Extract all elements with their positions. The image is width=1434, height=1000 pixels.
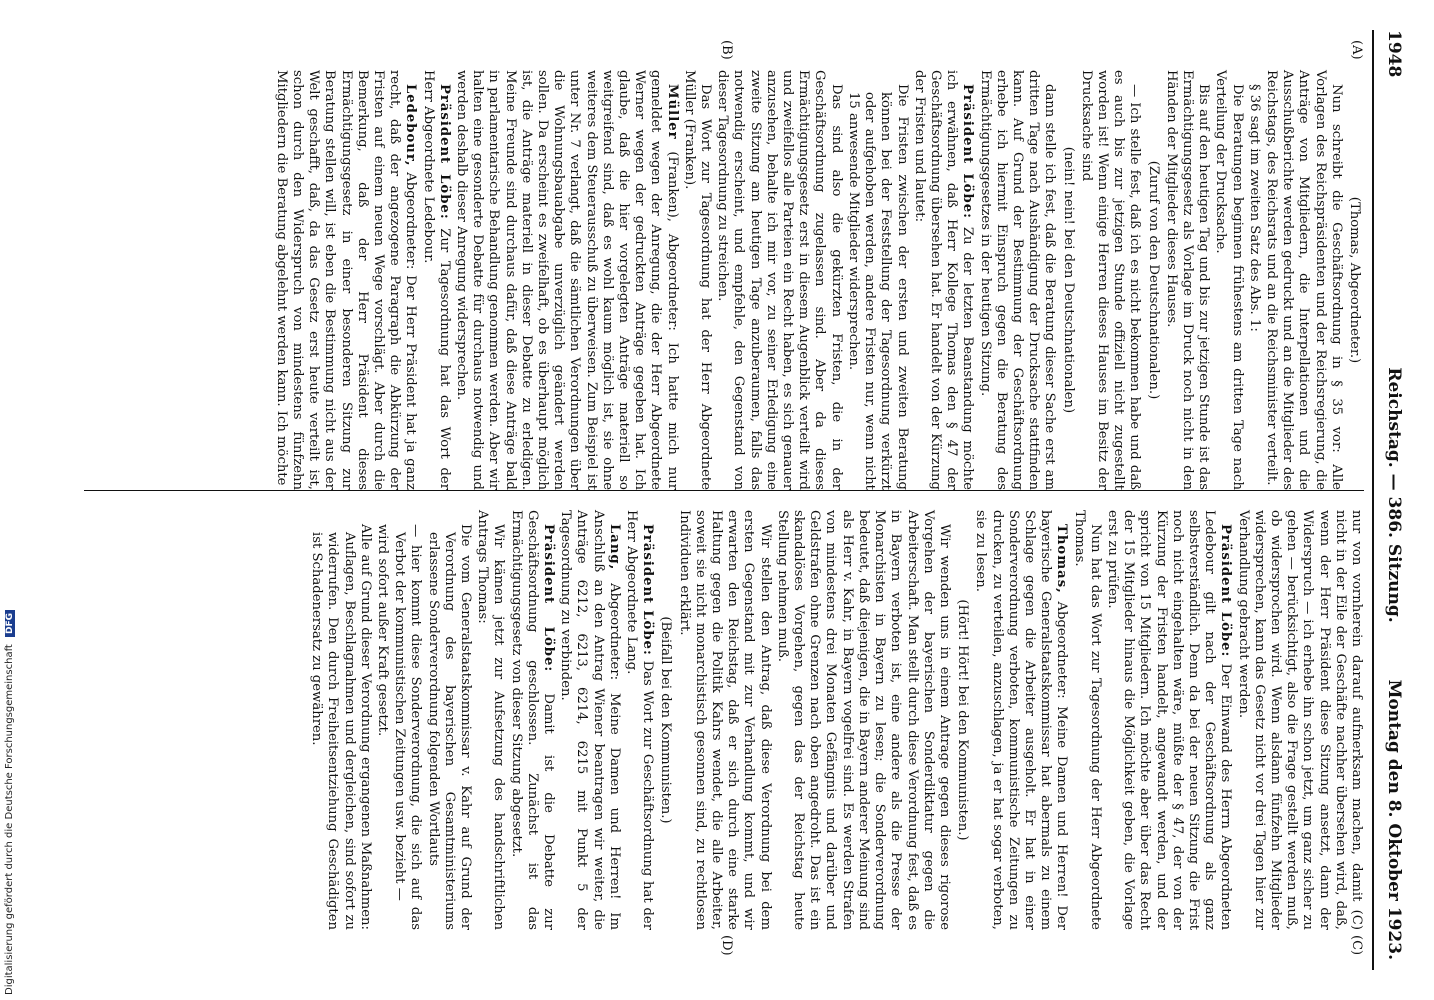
paragraph-text: Die Beratungen beginnen frühestens am dritten Tage nach Verteilung der Drucksache. xyxy=(1213,70,1245,490)
stage-direction xyxy=(954,510,970,930)
page-header xyxy=(1374,30,1404,960)
paragraph-text: Zu der letzten Beanstandung möchte ich erwähnen, daß Herr Kollege Thomas den § 47 der Geschäftsordnung übersehen hat. Er handelt von der Kürzung der Fristen und lautet: xyxy=(911,70,976,490)
paragraph xyxy=(453,70,680,490)
paragraph-text: (Thomas, Abgeordneter.) xyxy=(1347,196,1362,364)
paragraph xyxy=(557,510,622,930)
paragraph-text: Das Wort zur Geschäftsordnung hat der Herr Abgeordnete Lang. xyxy=(624,510,656,930)
paragraph-text: Wir wenden uns in einem Antrage gegen dieses rigorose Vorgehen der bayerischen Sonderdiktatur gegen die Arbeiterschaft. Man stellt durch diese Verordnung fest, daß es in Bayern verboten ist, eine andere als die Presse der Monarchisten in Bayern zu lesen; die Sonderverordnung bedeutet, daß diejenigen, die in Bayern anderer Meinung sind als Herr v. Kahr, in Bayern vogelfrei sind. Es werden Strafen von mindestens drei Monaten Gefängnis und darüber und Geldstrafen ohne Grenzen nach oben angedroht. Das ist ein skandalöses Vorgehen, gegen das der Reichstag heute Stellung nehmen muß. xyxy=(774,510,952,930)
paragraph xyxy=(1212,70,1244,490)
header-rule xyxy=(1372,30,1374,970)
paragraph xyxy=(1246,70,1262,490)
paragraph-text: (Hört! Hört! bei den Kommunisten.) xyxy=(955,599,971,841)
paragraph xyxy=(681,70,713,490)
stage-direction xyxy=(1059,70,1075,490)
paragraph-text: Bis auf den heutigen Tag und bis zur jetzigen Stunde ist das Ermächtigungsgesetz als Vorlage im Druck noch nicht in den Händen der Mitglieder dieses Hauses. xyxy=(1163,70,1212,490)
quoted-passage xyxy=(308,510,373,930)
dfg-logo: DFG xyxy=(5,610,15,637)
margin-mark-d: (D) xyxy=(719,935,734,956)
paragraph xyxy=(1070,510,1102,930)
paragraph-text: Das Wort zur Tagesordnung hat der Herr Abgeordnete Müller (Franken). xyxy=(681,70,714,490)
paragraph xyxy=(1078,70,1143,490)
paragraph-text: Alle auf Grund dieser Verordnung ergangenen Maßnahmen: Auflagen, Beschlagnahmen und dergleichen, sind sofort zu widerrufen. Den durch Freiheitsentziehung Geschädigten ist Schadenersatz zu gewähren. xyxy=(309,524,373,930)
paragraph-text: (Franken), Abgeordneter: Ich hatte mich nur gemeldet wegen der Anregung, die der Herr Abgeordnete Werner wegen der gedruckten Anträge gegeben hat. Ich glaube, daß die hier vorgelegten Anträge materiell so weitgreifend sind, daß es wohl kaum möglich ist, sie ohne weiteres dem Steuerausschuß zu überweisen. Zum Beispiel ist unter Nr. 7 verlangt, daß die sämtlichen Verordnungen über die Wohnungsbauabgabe unverzüglich geändert werden sollen. Da erscheint es zweifelhaft, ob es überhaupt möglich ist, die Anträge materiell in dieser Debatte zu erledigen. Meine Freunde sind durchaus dafür, daß diese Anträge bald in parlamentarische Behandlung genommen werden. Aber wir halten eine gesonderte Debatte für durchaus notwendig und werden deshalb dieser Anregung widersprechen. xyxy=(454,70,680,490)
quoted-passage xyxy=(424,510,473,930)
margin-mark-a: (A) xyxy=(1349,40,1364,60)
paragraph xyxy=(976,70,1057,490)
paragraph xyxy=(507,510,556,930)
header-title: Reichstag. — 386. Sitzung. xyxy=(1384,367,1404,623)
paragraph-text: Abgeordneter: Meine Damen und Herren! Der bayerische Generalstaatskommissar hat abermals zu einem Schlage gegen die Arbeiter ausgeholt. Er hat in einer Sonderverordnung verboten, kommunistische Zeitungen zu drucken, zu verteilen, anzuschlagen, ja er hat sogar verboten, sie zu lesen. xyxy=(973,510,1070,930)
paragraph-text: (Beifall bei den Kommunisten.) xyxy=(658,616,674,824)
speaker-name: Präsident Löbe: xyxy=(960,84,976,219)
speaker-name: Ledebour, xyxy=(403,84,419,167)
paragraph-text: Nun schreibt die Geschäftsordnung in § 35 vor: Alle Vorlagen des Reichspräsidenten und der Reichsregierung, die Anträge von Mitgliedern, die Interpellationen und die Ausschußberichte werden gedruckt und an die Mitglieder des Reichstags, des Reichsrats und an die Reichsminister verteilt. xyxy=(1263,70,1344,490)
paragraph-text: — Ich stelle fest, daß ich es nicht bekommen habe und daß es auch bis zur jetzigen Stunde offiziell nicht zugestellt worden ist! Wenn einige Herren dieses Hauses im Besitz der Drucksache sind xyxy=(1078,70,1143,490)
paragraph xyxy=(911,70,976,490)
quoted-passage xyxy=(391,510,423,930)
speaker-name: Lang, xyxy=(606,524,622,571)
margin-mark-c: (C) xyxy=(1349,935,1364,956)
page-number: 1948 xyxy=(1384,30,1404,78)
paragraph-text: Die vom Generalstaatskommissar v. Kahr auf Grund der Verordnung des bayerischen Gesamtministeriums erlassene Sonderverordnung folgenden Wortlauts xyxy=(425,524,474,930)
paragraph-text: Die Fristen zwischen der ersten und zweiten Beratung können bei der Feststellung der Tagesordnung verkürzt oder aufgehoben werden, andere Fristen nur, wenn nicht 15 anwesende Mitglieder widersprechen. xyxy=(845,84,910,490)
speaker-name: Präsident Löbe: xyxy=(1218,524,1234,658)
paragraph-text: (nein! nein! bei den Deutschnationalen) xyxy=(1060,146,1076,414)
stage-direction xyxy=(1346,70,1362,490)
paragraph xyxy=(273,70,419,490)
paragraph-text: Abgeordneter: Meine Damen und Herren! Im Anschluß an den Antrag Wiener beantragen wir weiter, die Anträge 6212, 6213, 6214, 6215 mit Punkt 5 der Tagesordnung zu verbinden. xyxy=(558,510,622,930)
speaker-name: Präsident Löbe: xyxy=(436,84,452,220)
paragraph-text: Damit ist die Debatte zur Geschäftsordnung geschlossen. Zunächst ist das Ermächtigungsgesetz von dieser Sitzung abgesetzt. xyxy=(508,510,557,930)
quoted-passage xyxy=(845,70,910,490)
paragraph xyxy=(714,70,844,490)
paragraph-text: Zur Tagesordnung hat das Wort der Herr Abgeordnete Ledebour. xyxy=(420,70,452,490)
paragraph xyxy=(972,510,1069,930)
quoted-passage xyxy=(374,510,390,930)
paragraph xyxy=(1104,510,1234,930)
speaker-name: Thomas, xyxy=(1054,524,1070,594)
speaker-name: Präsident Löbe: xyxy=(640,524,656,656)
paragraph xyxy=(474,510,506,930)
paragraph-text: (Zuruf von den Deutschnationalen.) xyxy=(1145,160,1161,400)
footer-text: Digitalisierung gefördert durch die Deutsche Forschungsgemeinschaft xyxy=(4,644,15,995)
paragraph xyxy=(1234,510,1364,930)
left-column xyxy=(272,70,1364,490)
right-column xyxy=(307,510,1364,930)
header-date: Montag den 8. Oktober 1923. xyxy=(1384,679,1404,960)
margin-mark-b: (B) xyxy=(719,40,734,60)
paragraph-text: dann stelle ich fest, daß die Beratung dieser Sache erst am dritten Tage nach Aushändigung der Drucksache stattfinden kann. Auf Grund der Bestimmung der Geschäftsordnung erhebe ich hiermit Einspruch gegen die Beratung des Ermächtigungsgesetzes in der heutigen Sitzung. xyxy=(977,70,1058,490)
paragraph-text: Das sind also die gekürzten Fristen, die in der Geschäftsordnung zugelassen sind. Aber da dieses Ermächtigungsgesetz erst in diesem Augenblick verteilt wird und zweifellos alle Parteien ein Recht haben, es sich genauer anzusehen, behalte ich mir vor, zu seiner Erledigung eine zweite Sitzung am heutigen Tage anzuberaumen, falls das notwendig erscheint, und empfehle, den Gegenstand von dieser Tagesordnung zu streichen. xyxy=(715,70,844,490)
paragraph-text: Nun hat das Wort zur Tagesordnung der Herr Abgeordnete Thomas. xyxy=(1071,510,1103,930)
paragraph-text: wird sofort außer Kraft gesetzt. xyxy=(375,524,391,737)
paragraph-text: — hier kommt diese Sonderverordnung, die sich auf das Verbot der kommunistischen Zeitungen usw. bezieht — xyxy=(392,524,424,930)
speaker-name: Müller xyxy=(664,84,680,140)
stage-direction xyxy=(657,510,673,930)
column-divider xyxy=(84,490,1364,491)
paragraph-text: Der Einwand des Herrn Abgeordneten Ledebour gilt nach der Geschäftsordnung als ganz selbstverständlich. Denn da bei der neuen Sitzung die Frist noch nicht eingehalten wäre, müßte der § 47, der von der Kürzung der Fristen handelt, angewandt werden, und der spricht von 15 Mitgliedern. Ich möchte aber über das Recht der 15 Mitglieder hinaus die Möglichkeit geben, die Vorlage erst zu prüfen. xyxy=(1104,510,1234,930)
paragraph-text: § 36 sagt im zweiten Satz des Abs. 1: xyxy=(1246,84,1262,332)
paragraph xyxy=(1163,70,1212,490)
paragraph xyxy=(774,510,952,930)
paragraph xyxy=(675,510,772,930)
footer-strip xyxy=(4,0,18,1000)
speaker-name: Präsident Löbe: xyxy=(541,524,557,673)
paragraph-text: Wir stellen den Antrag, daß diese Verordnung bei dem ersten Gegenstand mit zur Verhandlung kommt, und wir erwarten den Reichstag, daß er sich durch eine starke Haltung gegen die Politik Kahrs wendet, die alle Arbeiter, soweit sie nicht monarchistisch gesonnen sind, zu rechtlosen Individuen erklärt. xyxy=(676,510,773,930)
paragraph xyxy=(1263,70,1344,490)
paragraph-text: Abgeordneter: Der Herr Präsident hat ja ganz recht, daß der angezogene Paragraph die Abkürzung der Fristen auf einem neuen Wege vorschlägt. Aber durch die Bemerkung, daß der Herr Präsident dieses Ermächtigungsgesetz in einer besonderen Sitzung zur Beratung stellen will, ist eben die Bestimmung nicht aus der Welt geschafft, daß, da das Gesetz erst heute verteilt ist, schon durch den Widerspruch von mindestens fünfzehn Mitgliedern die Beratung abgelehnt werden kann. Ich möchte xyxy=(273,70,419,490)
paragraph-text: Wir kämen jetzt zur Aufsetzung des handschriftlichen Antrags Thomas: xyxy=(475,510,507,930)
paragraph xyxy=(623,510,655,930)
paragraph-text: nur von vornherein darauf aufmerksam machen, damit (C) nicht in der Eile der Geschäfte nachher übersehen wird, daß, wenn der Herr Präsident diese Sitzung ansetzt, dann der Widerspruch — ich erhebe ihn schon jetzt, um ganz sicher zu gehen — berücksichtigt, also die Frage gestellt werden muß, ob widersprochen wird. Wenn alsdann fünfzehn Mitglieder widersprechen, kann das Gesetz nicht vor drei Tagen hier zur Verhandlung gebracht werden. xyxy=(1235,510,1364,930)
footer-text-wrap xyxy=(4,610,15,995)
paragraph xyxy=(419,70,451,490)
stage-direction xyxy=(1144,70,1160,490)
